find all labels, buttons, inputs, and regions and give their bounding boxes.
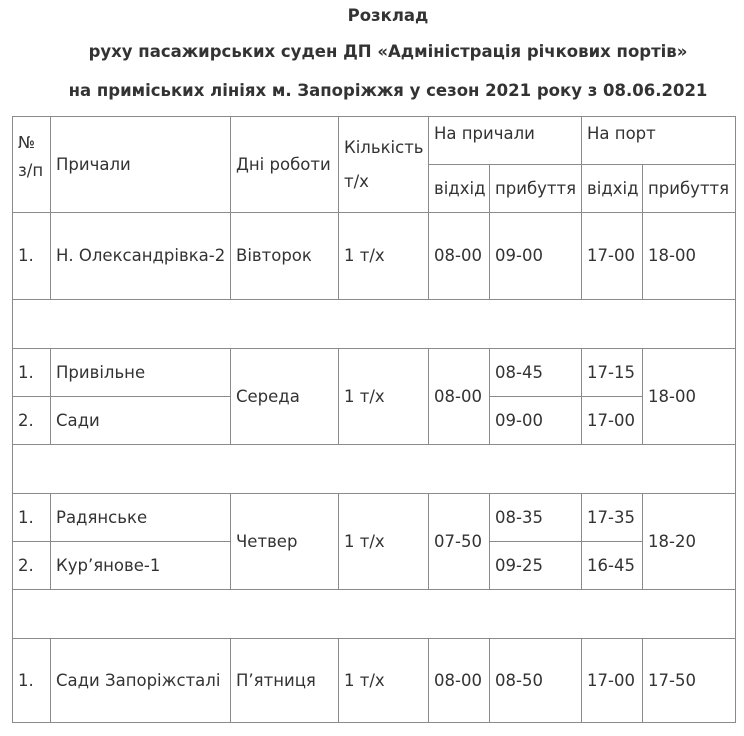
work-day: П’ятниця [231, 639, 339, 723]
header-to-piers-depart: відхід [429, 165, 490, 213]
to-piers-arrive: 09-00 [490, 397, 582, 445]
header-to-port-arrive: прибуття [643, 165, 736, 213]
to-piers-arrive: 08-35 [490, 494, 582, 542]
work-day: Середа [231, 349, 339, 445]
to-piers-depart: 08-00 [429, 349, 490, 445]
pier-name: Сади Запоріжсталі [51, 639, 231, 723]
to-piers-arrive: 08-50 [490, 639, 582, 723]
work-day: Четвер [231, 494, 339, 590]
separator-row [13, 590, 736, 639]
table-row [13, 213, 736, 300]
to-port-depart: 17-35 [582, 494, 643, 542]
title-line-3: на приміських лініях м. Запоріжжя у сезон 2021 року з 08.06.2021 [68, 81, 708, 100]
row-num: 1. [13, 213, 51, 300]
table-row [13, 349, 736, 397]
header-days: Дні роботи [231, 117, 339, 213]
to-port-arrive: 18-00 [643, 213, 736, 300]
title-line-1: Розклад [347, 6, 429, 25]
pier-name: Кур’янове-1 [51, 542, 231, 590]
to-piers-depart: 08-00 [429, 639, 490, 723]
header-to-port-depart: відхід [582, 165, 643, 213]
pier-name: Радянське [51, 494, 231, 542]
schedule-table [12, 116, 736, 723]
separator-cell [13, 445, 736, 494]
table-row [13, 639, 736, 723]
separator-cell [13, 590, 736, 639]
to-port-depart: 17-00 [582, 397, 643, 445]
to-port-arrive: 18-00 [643, 349, 736, 445]
to-port-arrive: 18-20 [643, 494, 736, 590]
header-num: № з/п [13, 117, 51, 213]
to-port-arrive: 17-50 [643, 639, 736, 723]
header-row-1 [13, 117, 736, 165]
to-port-depart: 17-00 [582, 213, 643, 300]
to-piers-depart: 08-00 [429, 213, 490, 300]
row-num: 1. [13, 639, 51, 723]
row-num: 1. [13, 494, 51, 542]
work-day: Вівторок [231, 213, 339, 300]
separator-cell [13, 300, 736, 349]
header-to-piers: На причали [429, 117, 582, 165]
pier-name: Н. Олександрівка-2 [51, 213, 231, 300]
to-piers-depart: 07-50 [429, 494, 490, 590]
vessel-count: 1 т/х [339, 213, 429, 300]
to-piers-arrive: 09-00 [490, 213, 582, 300]
to-piers-arrive: 08-45 [490, 349, 582, 397]
row-num: 2. [13, 542, 51, 590]
table-row [13, 494, 736, 542]
separator-row [13, 300, 736, 349]
separator-row [13, 445, 736, 494]
row-num: 1. [13, 349, 51, 397]
pier-name: Привільне [51, 349, 231, 397]
header-piers: Причали [51, 117, 231, 213]
header-to-piers-arrive: прибуття [490, 165, 582, 213]
title-line-2: руху пасажирських суден ДП «Адміністрація річкових портів» [88, 42, 688, 61]
to-port-depart: 16-45 [582, 542, 643, 590]
pier-name: Сади [51, 397, 231, 445]
header-count: Кількість т/х [339, 117, 429, 213]
to-piers-arrive: 09-25 [490, 542, 582, 590]
header-to-port: На порт [582, 117, 736, 165]
vessel-count: 1 т/х [339, 349, 429, 445]
to-port-depart: 17-15 [582, 349, 643, 397]
vessel-count: 1 т/х [339, 494, 429, 590]
vessel-count: 1 т/х [339, 639, 429, 723]
row-num: 2. [13, 397, 51, 445]
to-port-depart: 17-00 [582, 639, 643, 723]
